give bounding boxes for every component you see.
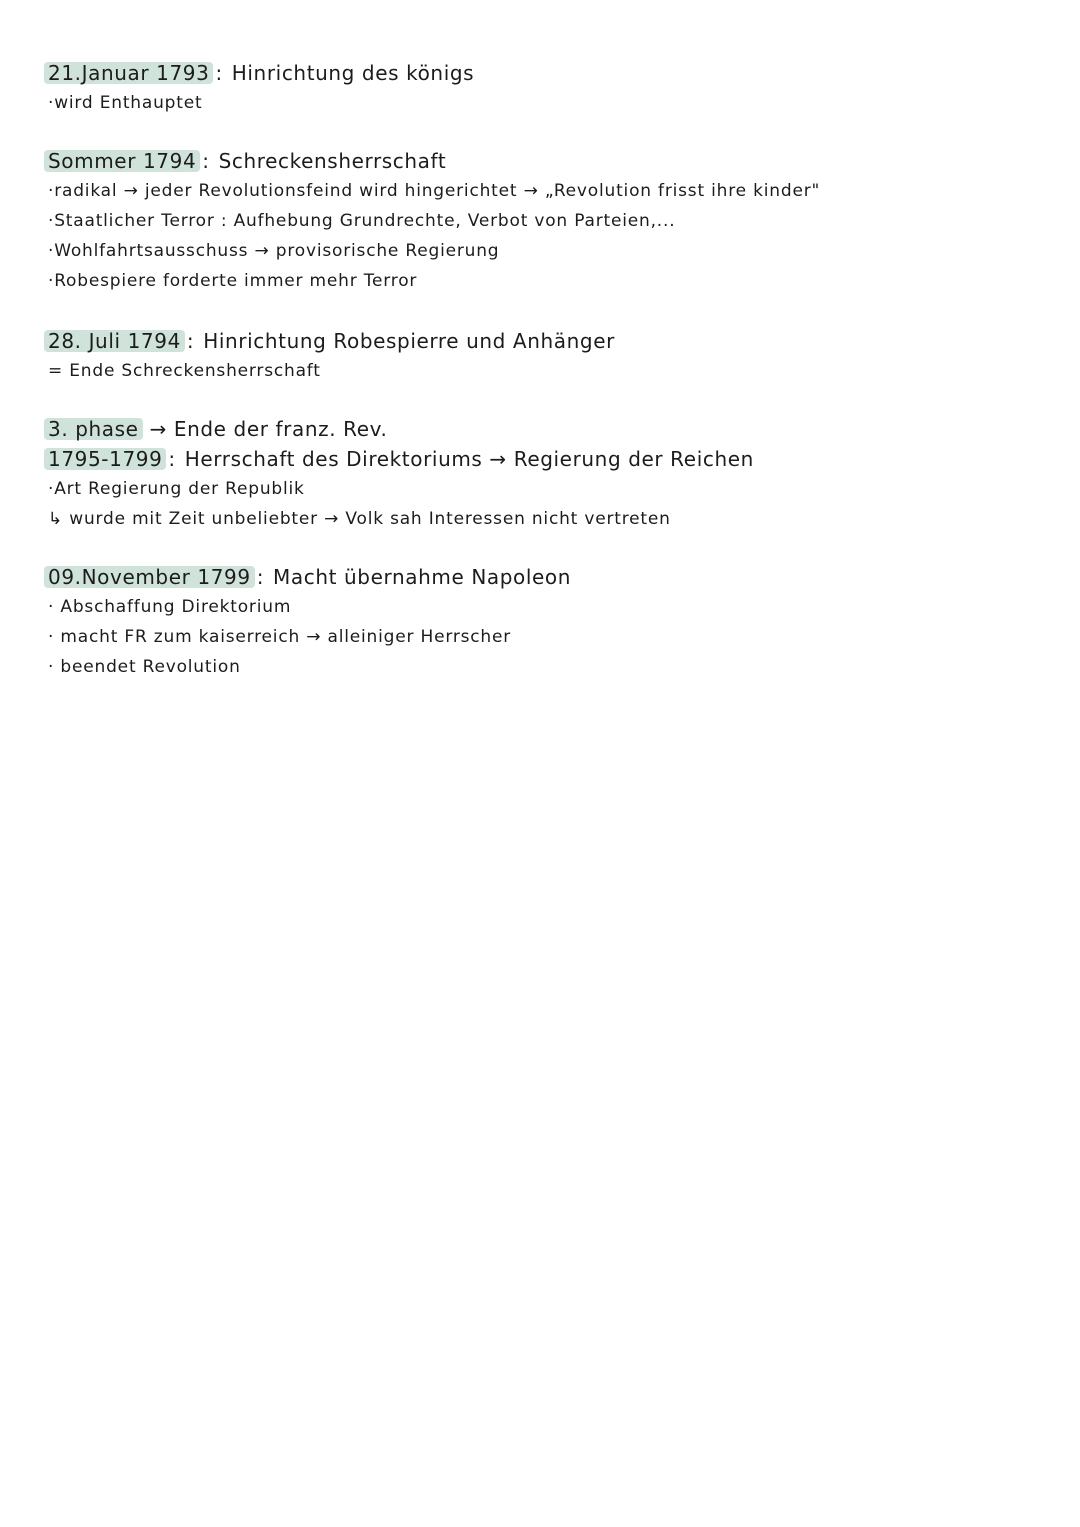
bullet-line: ·Art Regierung der Republik [48, 479, 305, 499]
section-directory [48, 444, 1028, 534]
heading-line: 21.Januar 1793 : Hinrichtung des königs [48, 58, 1028, 88]
heading-title: Macht übernahme Napoleon [273, 565, 572, 589]
heading-line: 1795-1799 : Herrschaft des Direktoriums → Regierung der Reichen [48, 444, 1028, 474]
bullet-line: · macht FR zum kaiserreich → alleiniger Herrscher [48, 627, 512, 647]
date-highlight: Sommer 1794 [44, 150, 200, 172]
bullet-line: ·Wohlfahrtsausschuss → provisorische Regierung [48, 241, 500, 261]
section-execution-robespierre [48, 326, 1028, 386]
section-phase-three [48, 414, 1028, 444]
date-highlight: 1795-1799 [44, 448, 166, 470]
section-reign-of-terror [48, 146, 1028, 296]
bullet-line: ·Robespiere forderte immer mehr Terror [48, 271, 418, 291]
bullet-line: ↳ wurde mit Zeit unbeliebter → Volk sah Interessen nicht vertreten [48, 509, 671, 529]
bullet-line: · beendet Revolution [48, 657, 241, 677]
bullet-line: ·Staatlicher Terror : Aufhebung Grundrechte, Verbot von Parteien,... [48, 211, 676, 231]
heading-line: 09.November 1799 : Macht übernahme Napoleon [48, 562, 1028, 592]
date-highlight: 09.November 1799 [44, 566, 255, 588]
heading-title: Herrschaft des Direktoriums → Regierung der Reichen [184, 447, 754, 471]
bullet-line: ·radikal → jeder Revolutionsfeind wird hingerichtet → „Revolution frisst ihre kinder" [48, 181, 821, 201]
heading-title: Hinrichtung des königs [231, 61, 475, 85]
phase-highlight: 3. phase [44, 418, 143, 440]
heading-title: Schreckensherrschaft [218, 149, 447, 173]
heading-line: 28. Juli 1794 : Hinrichtung Robespierre und Anhänger [48, 326, 1028, 356]
section-napoleon [48, 562, 1028, 682]
bullet-line: = Ende Schreckensherrschaft [48, 361, 321, 381]
heading-title: → Ende der franz. Rev. [149, 417, 388, 441]
date-highlight: 21.Januar 1793 [44, 62, 213, 84]
heading-title: Hinrichtung Robespierre und Anhänger [203, 329, 615, 353]
section-execution-king [48, 58, 1028, 118]
heading-line: Sommer 1794 : Schreckensherrschaft [48, 146, 1028, 176]
heading-line [48, 414, 1028, 444]
bullet-line: · Abschaffung Direktorium [48, 597, 292, 617]
bullet-line: ·wird Enthauptet [48, 93, 203, 113]
date-highlight: 28. Juli 1794 [44, 330, 185, 352]
